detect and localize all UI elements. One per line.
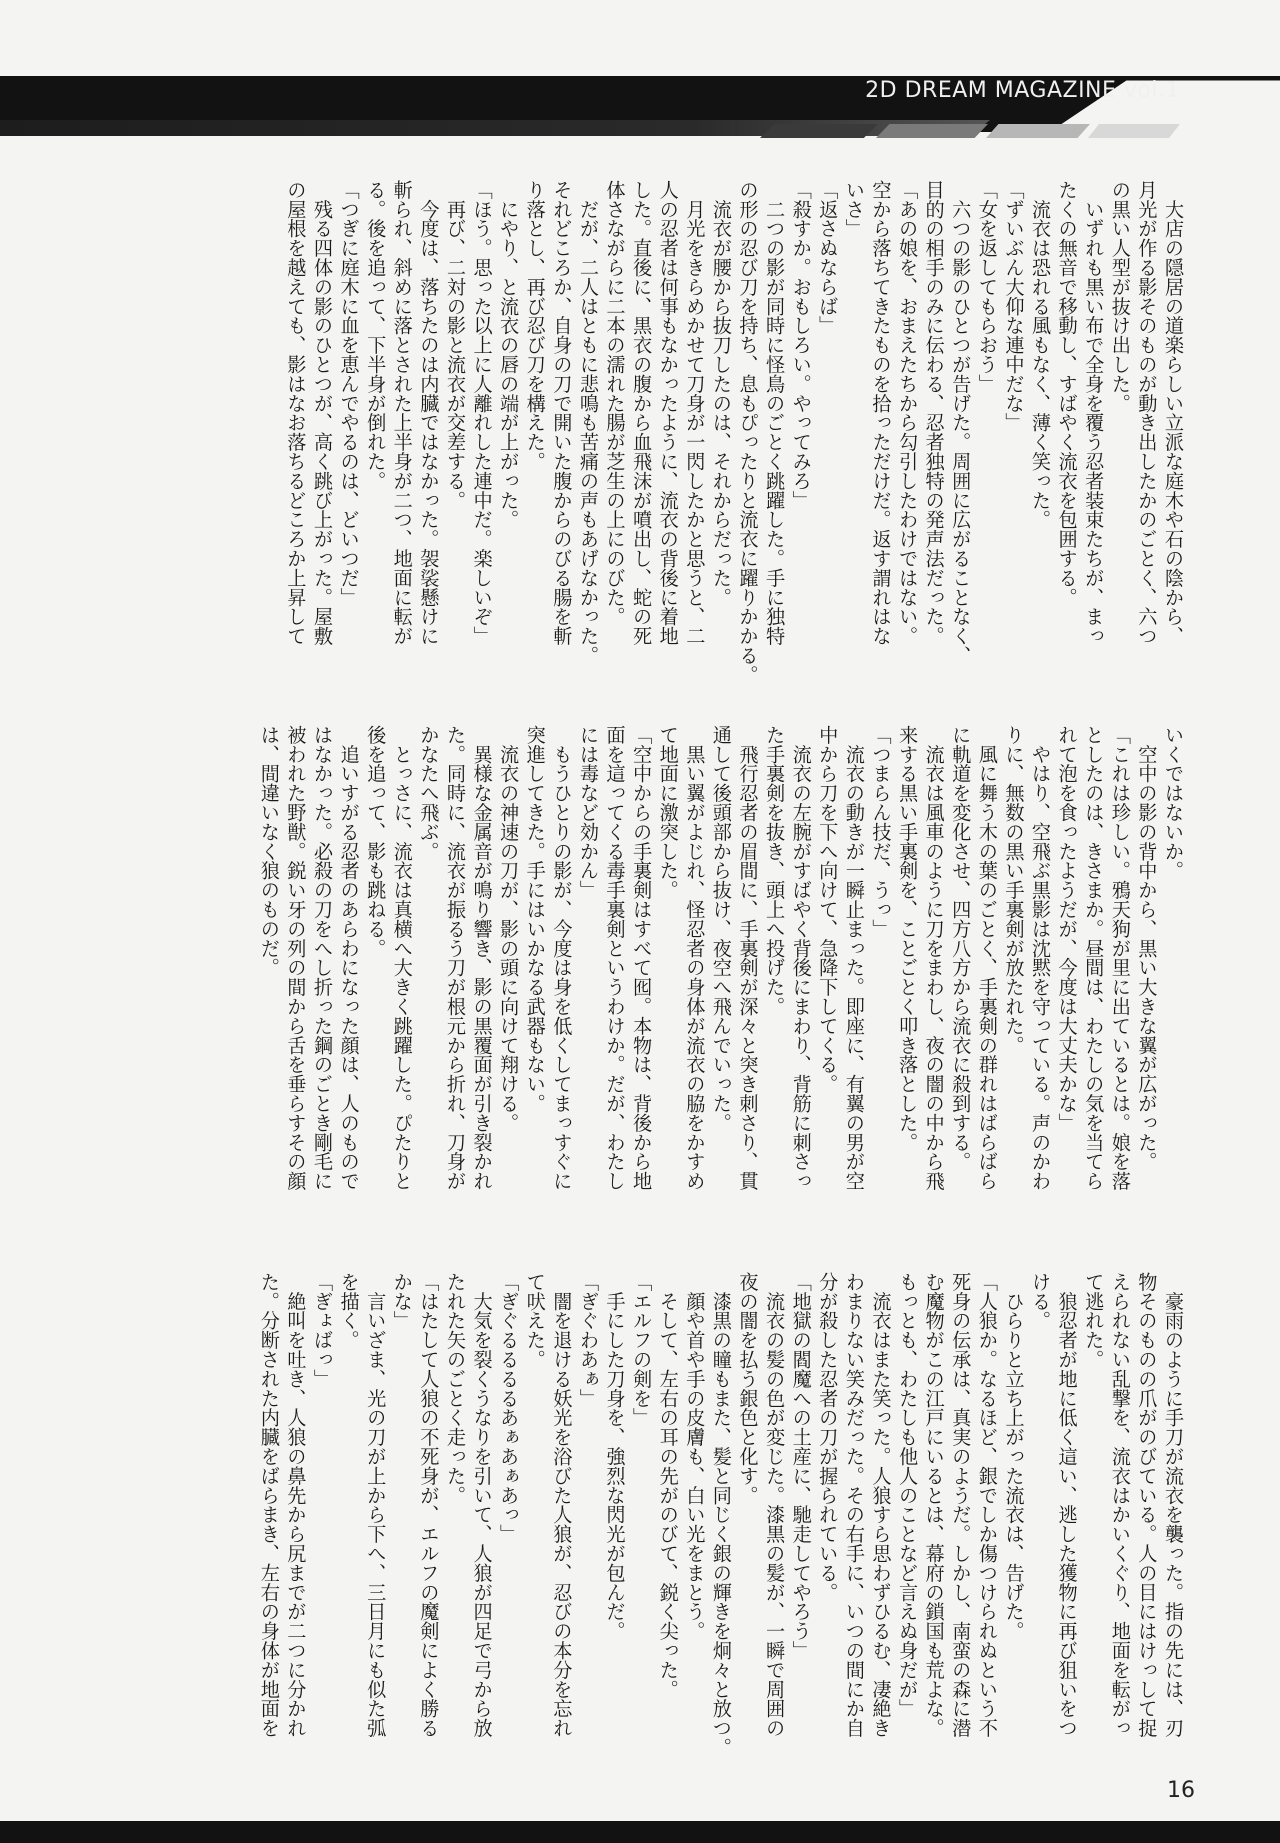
text-line: 突進してきた。手にはいかなる武器もない。 xyxy=(523,725,547,1113)
text-line: 「空中からの手裏剣はすべて囮。本物は、背後から地 xyxy=(630,725,654,1191)
text-line: り落とし、再び忍び刀を構えた。 xyxy=(523,180,547,471)
text-line: 「ぎぐるるるるあぁあぁあっ」 xyxy=(497,1272,521,1544)
text-line: 「女を返してもらおう」 xyxy=(975,180,999,394)
text-line: 「返さぬならば」 xyxy=(816,180,840,336)
text-line: 人の忍者は何事もなかったように、流衣の背後に着地 xyxy=(656,180,680,646)
footer-band xyxy=(0,1821,1280,1843)
text-line: はなかった。必殺の刀をへし折った鋼のごとき剛毛に xyxy=(311,725,334,1191)
header-deco-segment xyxy=(986,124,1090,138)
text-line: かなたへ飛ぶ。 xyxy=(417,725,441,861)
text-line: 流衣の神速の刀が、影の頭に向けて翔ける。 xyxy=(497,725,521,1133)
text-line: 手にした刀身を、強烈な閃光が包んだ。 xyxy=(603,1272,627,1641)
text-line: いさ」 xyxy=(842,180,866,239)
text-line: 黒い翼がよじれ、怪忍者の身体が流衣の脇をかすめ xyxy=(683,725,707,1191)
text-line: 二つの影が同時に怪鳥のごとく跳躍した。手に独特 xyxy=(763,180,787,646)
text-line: 再び、二対の影と流衣が交差する。 xyxy=(443,180,467,510)
text-line: 風に舞う木の葉のごとく、手裏剣の群れはばらばら xyxy=(975,725,999,1191)
text-line: ける。 xyxy=(1029,1272,1053,1331)
text-line: は、間違いなく狼のものだ。 xyxy=(257,725,281,978)
text-line: それどころか、自身の刀で開いた腹からのびる腸を斬 xyxy=(550,180,574,646)
text-line: 豪雨のように手刀が流衣を襲った。指の先には、刃 xyxy=(1162,1272,1185,1738)
text-line: 「つぎに庭木に血を恵んでやるのは、どいつだ」 xyxy=(337,180,361,607)
header-deco-segment xyxy=(1088,124,1180,138)
text-line: 夜の闇を払う銀色と化す。 xyxy=(736,1272,760,1505)
text-line: だが、二人はともに悲鳴も苦痛の声もあげなかった。 xyxy=(576,180,600,665)
page-number: 16 xyxy=(1167,1778,1195,1803)
text-line: 異様な金属音が鳴り響き、影の黒覆面が引き裂かれ xyxy=(470,725,494,1191)
text-line: としたのは、きさまか。昼間は、わたしの気を当てら xyxy=(1082,725,1106,1191)
text-line: 通して後頭部から抜け、夜空へ飛んでいった。 xyxy=(709,725,733,1133)
text-line: 流衣は風車のように刀をまわし、夜の闇の中から飛 xyxy=(922,725,946,1191)
text-line: る。後を追って、下半身が倒れた。 xyxy=(364,180,388,491)
text-line: 流衣の動きが一瞬止まった。即座に、有翼の男が空 xyxy=(842,725,866,1191)
text-line: 流衣の髪の色が変じた。漆黒の髪が、一瞬で周囲の xyxy=(763,1272,787,1738)
text-line: 漆黒の瞳もまた、髪と同じく銀の輝きを炯々と放つ。 xyxy=(709,1272,733,1757)
text-line: にやり、と流衣の唇の端が上がった。 xyxy=(497,180,521,530)
text-line: 言いざま、光の刀が上から下へ、三日月にも似た弧 xyxy=(364,1272,388,1738)
text-block-lower xyxy=(96,1272,1186,1784)
text-line: 流衣が腰から抜刀したのは、それからだった。 xyxy=(709,180,733,607)
header-deco-segment xyxy=(760,124,878,138)
text-line: 「ぎぐわあぁ」 xyxy=(576,1272,600,1408)
text-line: たくの無音で移動し、すばやく流衣を包囲する。 xyxy=(1055,180,1079,607)
text-line: た手裏剣を抜き、頭上へ投げた。 xyxy=(763,725,787,1016)
text-line: 空中の影の背中から、黒い大きな翼が広がった。 xyxy=(1135,725,1159,1172)
text-line: 月光をきらめかせて刀身が一閃したかと思うと、二 xyxy=(683,180,707,646)
text-block-middle xyxy=(96,725,1186,1237)
text-line: には毒など効かん」 xyxy=(576,725,600,900)
text-line: の黒い人型が抜け出した。 xyxy=(1108,180,1132,413)
text-line: とっさに、流衣は真横へ大きく跳躍した。ぴたりと xyxy=(390,725,414,1191)
text-line: 六つの影のひとつが告げた。周囲に広がることなく、 xyxy=(949,180,973,665)
text-line: の屋根を越えても、影はなお落ちるどころか上昇して xyxy=(284,180,308,646)
text-line: 「はたして人狼の不死身が、エルフの魔剣によく勝る xyxy=(417,1272,441,1738)
text-line: 残る四体の影のひとつが、高く跳び上がった。屋敷 xyxy=(311,180,334,646)
text-line: もっとも、わたしも他人のことなど言えぬ身だが」 xyxy=(896,1272,920,1719)
text-line: 斬られ、斜めに落とされた上半身が二つ、地面に転が xyxy=(390,180,414,646)
text-line: やはり、空飛ぶ黒影は沈黙を守っている。声のかわ xyxy=(1029,725,1053,1191)
text-line: 「あの娘を、おまえたちから勾引したわけではない。 xyxy=(896,180,920,646)
text-line: そして、左右の耳の先がのびて、鋭く尖った。 xyxy=(656,1272,680,1699)
text-line: て地面に激突した。 xyxy=(656,725,680,900)
text-line: たれた矢のごとく走った。 xyxy=(443,1272,467,1505)
text-line: 「エルフの剣を」 xyxy=(630,1272,654,1428)
text-line: 目的の相手のみに伝わる、忍者独特の発声法だった。 xyxy=(922,180,946,646)
text-line: を描く。 xyxy=(337,1272,361,1350)
text-line: て逃れた。 xyxy=(1082,1272,1106,1369)
text-line: もうひとりの影が、今度は身を低くしてまっすぐに xyxy=(550,725,574,1191)
text-block-upper xyxy=(96,180,1186,692)
text-line: た。分断された内臓をばらまき、左右の身体が地面を xyxy=(257,1272,281,1738)
text-line: ひらりと立ち上がった流衣は、告げた。 xyxy=(1002,1272,1026,1641)
magazine-title: 2D DREAM MAGAZINE vol.1 xyxy=(865,78,1180,103)
text-line: 物そのものの爪がのびている。人の目にはけっして捉 xyxy=(1135,1272,1159,1738)
text-line: いくではないか。 xyxy=(1162,725,1185,881)
text-line: れて泡を食ったようだが、今度は大丈夫かな」 xyxy=(1055,725,1079,1133)
text-line: 体さながらに二本の濡れた腸が芝生の上にのびた。 xyxy=(603,180,627,627)
text-line: した。直後に、黒衣の腹から血飛沫が噴出し、蛇の死 xyxy=(630,180,654,646)
text-line: えられない乱撃を、流衣はかいくぐり、地面を転がっ xyxy=(1108,1272,1132,1738)
text-line: 後を追って、影も跳ねる。 xyxy=(364,725,388,958)
text-line: 流衣はまた笑った。人狼すら思わずひるむ、凄絶き xyxy=(869,1272,893,1738)
text-line: 死身の伝承は、真実のようだ。しかし、南蛮の森に潜 xyxy=(949,1272,973,1738)
text-line: 「ほう。思った以上に人離れした連中だ。楽しいぞ」 xyxy=(470,180,494,646)
text-line: 「人狼か。なるほど、銀でしか傷つけられぬという不 xyxy=(975,1272,999,1738)
text-line: 絶叫を吐き、人狼の鼻先から尻までが二つに分かれ xyxy=(284,1272,308,1738)
text-line: わまりない笑みだった。その右手に、いつの間にか自 xyxy=(842,1272,866,1738)
text-line: いずれも黒い布で全身を覆う忍者装束たちが、まっ xyxy=(1082,180,1106,646)
text-line: に軌道を変化させ、四方八方から流衣に殺到する。 xyxy=(949,725,973,1172)
text-line: 「ぎょばっ」 xyxy=(311,1272,334,1389)
text-line: 分が殺した忍者の刀が握られている。 xyxy=(816,1272,840,1602)
text-line: 中から刀を下へ向けて、急降下してくる。 xyxy=(816,725,840,1094)
text-line: 月光が作る影そのものが動き出したかのごとく、六つ xyxy=(1135,180,1159,646)
text-line: 大気を裂くうなりを引いて、人狼が四足で弓から放 xyxy=(470,1272,494,1738)
text-line: 来する黒い手裏剣を、ことごとく叩き落とした。 xyxy=(896,725,920,1152)
text-line: 面を這ってくる毒手裏剣というわけか。だが、わたし xyxy=(603,725,627,1191)
text-line: 追いすがる忍者のあらわになった顔は、人のもので xyxy=(337,725,361,1191)
text-line: 流衣の左腕がすばやく背後にまわり、背筋に刺さっ xyxy=(789,725,813,1191)
text-line: 被われた野獣。鋭い牙の列の間から舌を垂らすその顔 xyxy=(284,725,308,1191)
text-line: 「つまらん技だ、うっ」 xyxy=(869,725,893,939)
text-line: 「ずいぶん大仰な連中だな」 xyxy=(1002,180,1026,433)
text-line: 大店の隠居の道楽らしい立派な庭木や石の陰から、 xyxy=(1162,180,1185,646)
text-line: かな」 xyxy=(390,1272,414,1331)
text-line: 流衣は恐れる風もなく、薄く笑った。 xyxy=(1029,180,1053,530)
text-line: 闇を退ける妖光を浴びた人狼が、忍びの本分を忘れ xyxy=(550,1272,574,1738)
text-line: りに、無数の黒い手裏剣が放たれた。 xyxy=(1002,725,1026,1055)
text-line: 「これは珍しい。鴉天狗が里に出ているとは。娘を落 xyxy=(1108,725,1132,1191)
text-line: む魔物がこの江戸にいるとは、幕府の鎖国も荒よな。 xyxy=(922,1272,946,1738)
text-line: 飛行忍者の眉間に、手裏剣が深々と突き刺さり、貫 xyxy=(736,725,760,1191)
header-deco-segment xyxy=(876,124,988,138)
text-line: 今度は、落ちたのは内臓ではなかった。袈裟懸けに xyxy=(417,180,441,646)
text-line: 顔や首や手の皮膚も、白い光をまとう。 xyxy=(683,1272,707,1641)
text-line: た。同時に、流衣が振るう刀が根元から折れ、刀身が xyxy=(443,725,467,1191)
text-line: 「殺すか。おもしろい。やってみろ」 xyxy=(789,180,813,510)
text-line: 空から落ちてきたものを拾っただけだ。返す謂れはな xyxy=(869,180,893,646)
text-line: て吠えた。 xyxy=(523,1272,547,1369)
text-line: 狼忍者が地に低く這い、逃した獲物に再び狙いをつ xyxy=(1055,1272,1079,1738)
text-line: 「地獄の閻魔への土産に、馳走してやろう」 xyxy=(789,1272,813,1660)
text-line: の形の忍び刀を持ち、息もぴったりと流衣に躍りかかる。 xyxy=(736,180,760,685)
